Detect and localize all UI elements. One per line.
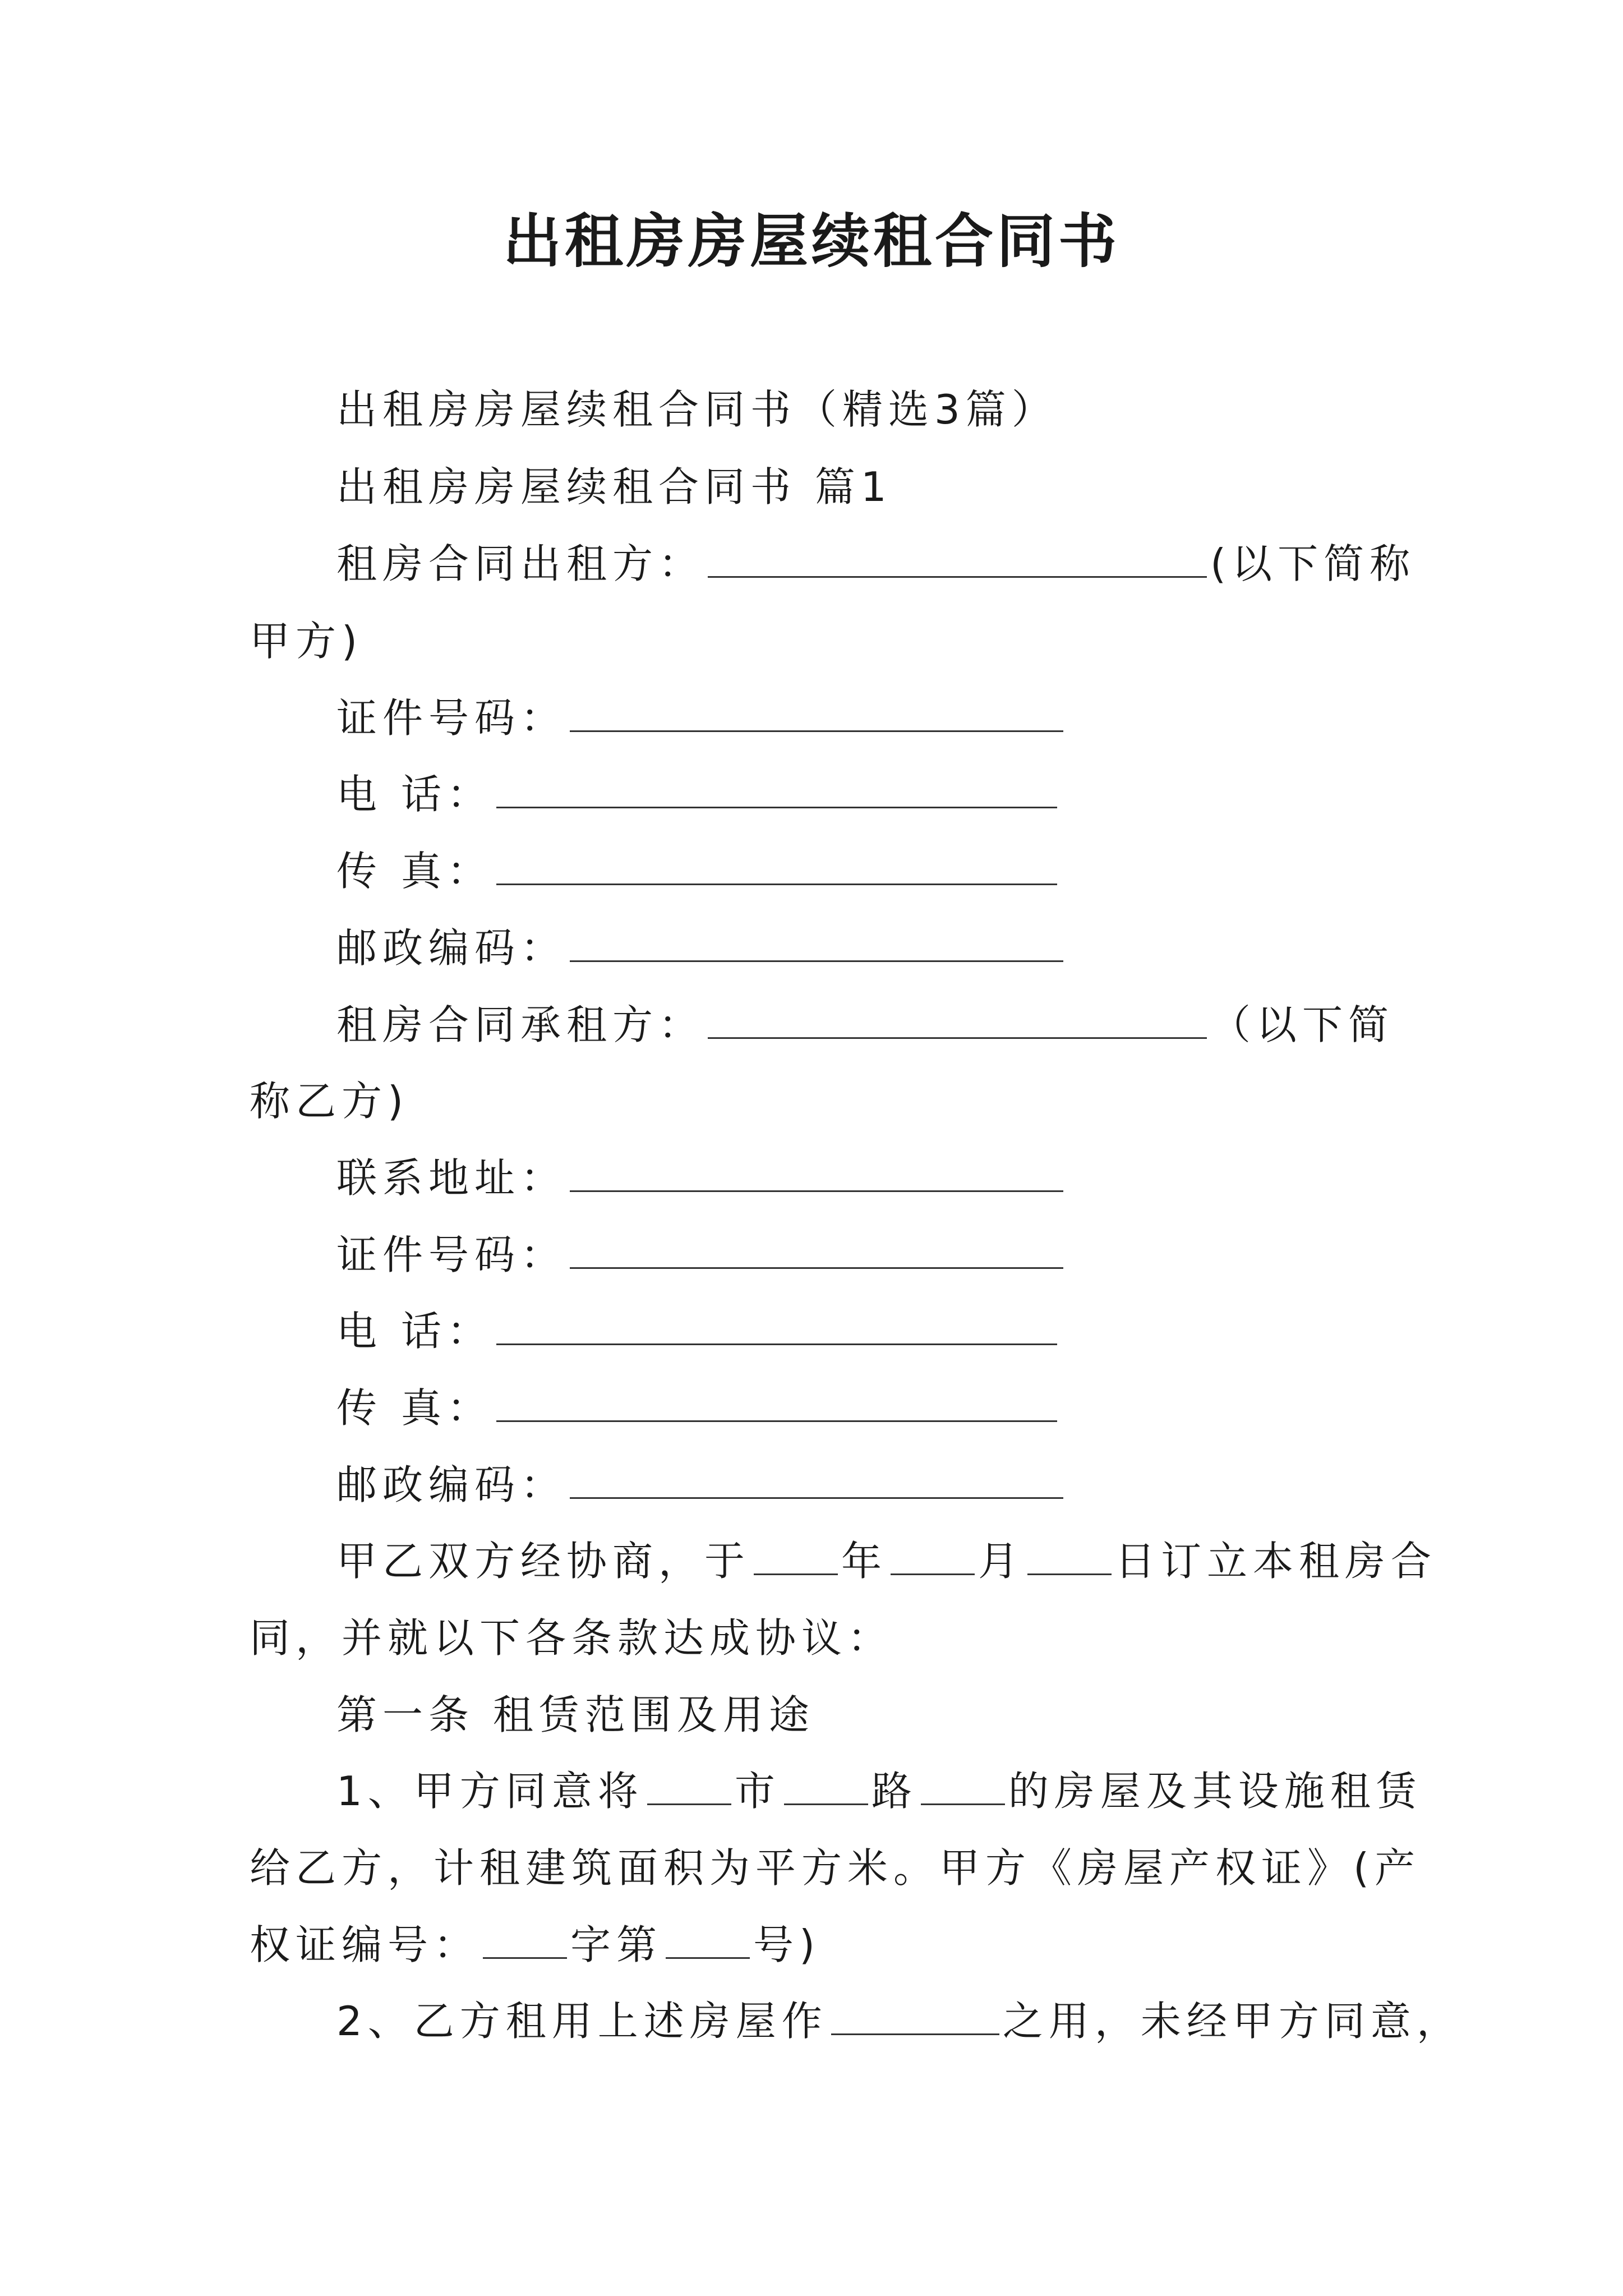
article1-heading: 第一条 租赁范围及用途	[336, 1691, 815, 1738]
field-blank	[570, 1232, 1063, 1269]
clause2-line1	[336, 1993, 1463, 2049]
field-blank	[496, 772, 1057, 808]
usage-blank	[831, 1999, 999, 2035]
lessee-phone-field	[336, 1303, 1061, 1359]
field-label: 电 话：	[336, 1308, 493, 1355]
page-title: 出租房房屋续租合同书	[502, 206, 1120, 275]
road-blank	[784, 1769, 868, 1805]
lessee-postcode-field	[336, 1457, 1067, 1513]
city-blank	[647, 1769, 731, 1805]
clause2-suffix: 之用，未经甲方同意，	[1002, 1998, 1463, 2045]
field-label: 电 话：	[336, 771, 493, 818]
year-blank	[754, 1539, 838, 1575]
lessor-id-field	[336, 690, 1067, 746]
clause1-prefix: 1、甲方同意将	[336, 1768, 644, 1815]
field-blank	[570, 1462, 1063, 1499]
field-label: 邮政编码：	[336, 924, 567, 972]
field-blank	[570, 1156, 1063, 1192]
field-label: 证件号码：	[336, 1231, 567, 1278]
clause2-prefix: 2、乙方租用上述房屋作	[336, 1998, 828, 2045]
month-blank	[891, 1539, 975, 1575]
lessor-fax-field	[336, 843, 1061, 899]
lessee-fax-field	[336, 1380, 1061, 1436]
field-label: 传 真：	[336, 1384, 493, 1432]
agreement-line	[336, 1533, 1437, 1589]
document-subtitle: 出租房房屋续租合同书（精选3篇）	[336, 386, 1058, 433]
field-blank	[570, 696, 1063, 732]
clause1-suffix: 的房屋及其设施租赁	[1008, 1768, 1422, 1815]
year-label: 年	[841, 1538, 888, 1585]
field-label: 邮政编码：	[336, 1461, 567, 1508]
field-blank	[496, 849, 1057, 885]
lessor-name-blank	[708, 541, 1207, 578]
cert-number-label: 权证编号：	[250, 1921, 480, 1968]
lessee-continuation: 称乙方)	[250, 1078, 409, 1125]
city-label: 市	[734, 1768, 781, 1815]
cert-prefix-blank	[483, 1922, 567, 1959]
field-label: 证件号码：	[336, 694, 567, 742]
lessor-suffix: (以下简称	[1210, 540, 1416, 587]
lessee-line	[336, 997, 1394, 1053]
agreement-continuation: 同，并就以下各条款达成协议：	[250, 1614, 894, 1662]
clause1-line1	[336, 1763, 1422, 1819]
field-label: 联系地址：	[336, 1154, 567, 1202]
lessor-continuation: 甲方)	[250, 618, 363, 665]
field-blank	[570, 926, 1063, 962]
field-label: 传 真：	[336, 848, 493, 895]
field-blank	[496, 1309, 1057, 1345]
road-label: 路	[871, 1768, 917, 1815]
agreement-day-suffix: 日订立本租房合	[1115, 1538, 1437, 1585]
section-heading: 出租房房屋续租合同书 篇1	[336, 463, 892, 510]
lessor-label: 租房合同出租方：	[336, 540, 705, 587]
lessor-line	[336, 536, 1415, 592]
cert-suffix-label: 号)	[753, 1921, 821, 1968]
agreement-prefix: 甲乙双方经协商，于	[336, 1538, 751, 1585]
lessee-suffix: （以下简	[1210, 1001, 1395, 1048]
day-blank	[1027, 1539, 1112, 1575]
lessee-id-field	[336, 1227, 1067, 1283]
clause1-line3	[250, 1917, 820, 1973]
lessor-postcode-field	[336, 920, 1067, 976]
lessor-phone-field	[336, 766, 1061, 822]
month-label: 月	[978, 1538, 1025, 1585]
house-blank	[921, 1769, 1005, 1805]
lessee-name-blank	[708, 1002, 1207, 1039]
field-blank	[496, 1386, 1057, 1422]
cert-mid-label: 字第	[570, 1921, 663, 1968]
cert-number-blank	[666, 1922, 750, 1959]
clause1-line2: 给乙方，计租建筑面积为平方米。甲方《房屋产权证》(产	[250, 1844, 1421, 1892]
lessee-address-field	[336, 1150, 1067, 1206]
lessee-label: 租房合同承租方：	[336, 1001, 705, 1048]
